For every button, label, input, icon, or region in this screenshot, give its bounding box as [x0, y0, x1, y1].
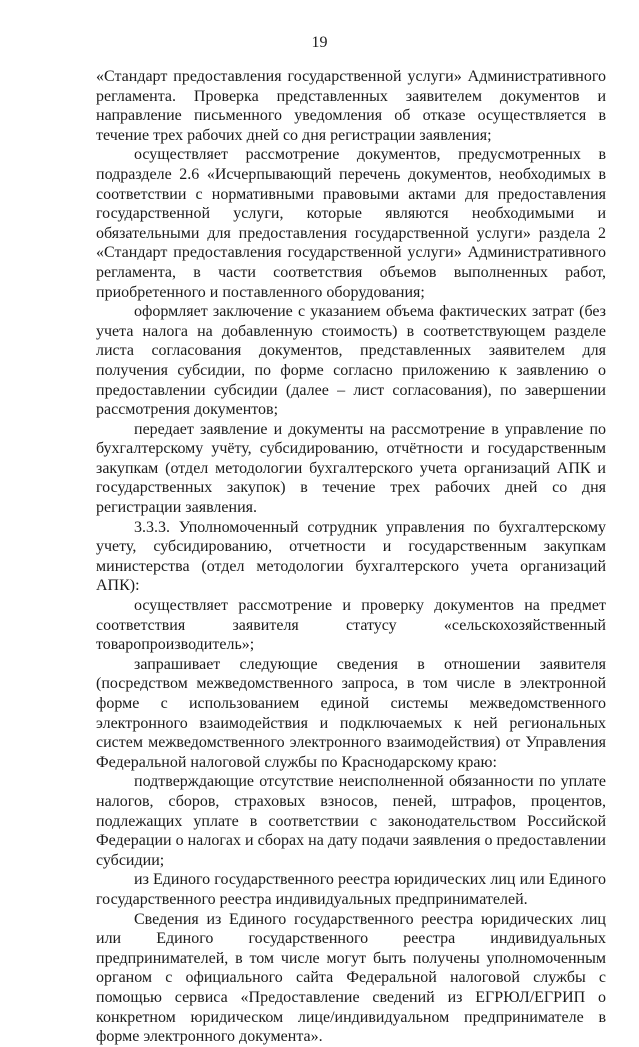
paragraph: осуществляет рассмотрение документов, предусмотренных в подразделе 2.6 «Исчерпывающий перечень документов, необходимых в соответствии с нормативными правовыми актами для предоставления государственной услуги, которые являются необходимыми и обязательными для предоставления государственной услуги» раздела 2 «Стандарт предоставления государственной услуги» Административного регламента, в части соответствия объемов выполненных работ, приобретенного и поставленного оборудования; — [96, 146, 606, 301]
paragraph: 3.3.3. Уполномоченный сотрудник управления по бухгалтерскому учету, субсидированию, отчетности и государственным закупкам министерства (отдел методологии бухгалтерского учета организаций АПК): — [96, 518, 606, 595]
body-text — [96, 67, 606, 1047]
paragraph: «Стандарт предоставления государственной услуги» Административного регламента. Проверка представленных заявителем документов и направление письменного уведомления об отказе осуществляется в течение трех рабочих дней со дня регистрации заявления; — [96, 68, 606, 144]
paragraph: из Единого государственного реестра юридических лиц или Единого государственного реестра индивидуальных предпринимателей. — [96, 871, 606, 908]
paragraph: передает заявление и документы на рассмотрение в управление по бухгалтерскому учёту, субсидированию, отчётности и государственным закупкам (отдел методологии бухгалтерского учета организаций АПК и государственных закупок) в течение трех рабочих дней со дня регистрации заявления. — [96, 420, 606, 517]
paragraph: запрашивает следующие сведения в отношении заявителя (посредством межведомственного запроса, в том числе в электронной форме с использованием единой системы межведомственного электронного взаимодействия и подключаемых к ней региональных систем межведомственного электронного взаимодействия) от Управления Федеральной налоговой службы по Краснодарскому краю: — [96, 655, 606, 771]
paragraph: оформляет заключение с указанием объема фактических затрат (без учета налога на добавленную стоимость) в соответствующем разделе листа согласования документов, представленных заявителем для получения субсидии, по форме согласно приложению к заявлению о предоставлении субсидии (далее – лист согласования), по завершении рассмотрения документов; — [96, 303, 606, 419]
paragraph: Сведения из Единого государственного реестра юридических лиц или Единого государственного реестра индивидуальных предпринимателей, в том числе могут быть получены уполномоченным органом с официального сайта Федеральной налоговой службы с помощью сервиса «Предоставление сведений из ЕГРЮЛ/ЕГРИП о конкретном юридическом лице/индивидуальном предпринимателе в форме электронного документа». — [96, 910, 606, 1046]
page-number: 19 — [311, 34, 328, 51]
paragraph: осуществляет рассмотрение и проверку документов на предмет соответствия заявителя статусу «сельскохозяйственный товаропроизводитель»; — [96, 597, 606, 654]
paragraph: подтверждающие отсутствие неисполненной обязанности по уплате налогов, сборов, страховых взносов, пеней, штрафов, процентов, подлежащих уплате в соответствии с законодательством Российской Федерации о налогах и сборах на дату подачи заявления о предоставлении субсидии; — [96, 773, 606, 869]
